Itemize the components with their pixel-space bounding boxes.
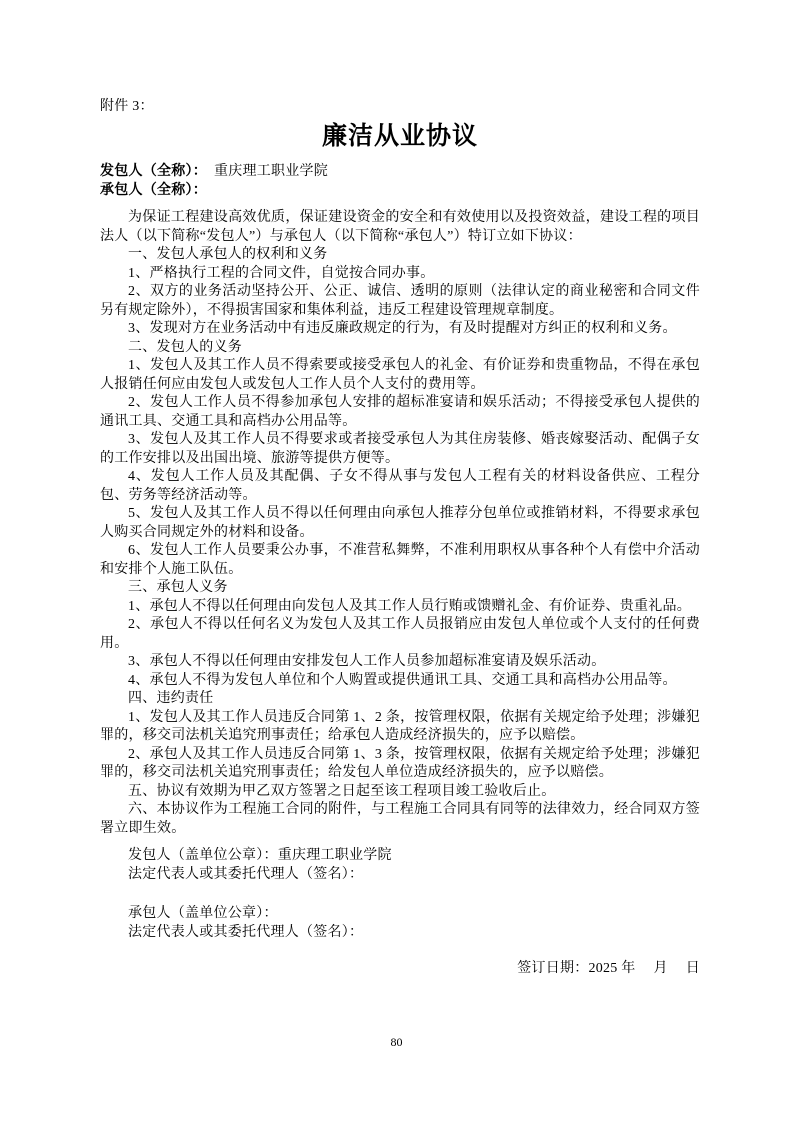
employer-sign-line: 法定代表人或其委托代理人（签名）： [128, 867, 364, 883]
paragraph: 1、发包人及其工作人员不得索要或接受承包人的礼金、有价证券和贵重物品，不得在承包人报销任何应由发包人或发包人工作人员个人支付的费用等。 [100, 358, 700, 392]
section-heading-5: 五、协议有效期为甲乙双方签署之日起至该工程项目竣工验收后止。 [128, 783, 556, 799]
page-title: 廉洁从业协议 [321, 123, 478, 150]
paragraph: 4、发包人工作人员及其配偶、子女不得从事与发包人工程有关的材料设备供应、工程分包、劳务等经济活动等。 [100, 469, 700, 503]
paragraph: 1、发包人及其工作人员违反合同第 1、2 条，按管理权限，依据有关规定给予处理；涉嫌犯罪的，移交司法机关追究刑事责任；给承包人造成经济损失的，应予以赔偿。 [100, 709, 700, 743]
parties-section [100, 162, 700, 200]
employer-line [100, 162, 700, 181]
paragraph: 3、发现对方在业务活动中有违反廉政规定的行为，有及时提醒对方纠正的权利和义务。 [128, 321, 677, 336]
employer-value: 重庆理工职业学院 [214, 164, 328, 179]
employer-label: 发包人（全称）： [100, 164, 207, 179]
paragraph: 5、发包人及其工作人员不得以任何理由向承包人推荐分包单位或推销材料，不得要求承包人购买合同规定外的材料和设备。 [100, 506, 700, 540]
contractor-label: 承包人（全称）： [100, 183, 207, 198]
paragraph: 1、严格执行工程的合同文件，自觉按合同办事。 [128, 265, 435, 281]
paragraph: 4、承包人不得为发包人单位和个人购置或提供通讯工具、交通工具和高档办公用品等。 [128, 672, 677, 688]
paragraph: 2、承包人不得以任何名义为发包人及其工作人员报销应由发包人单位或个人支付的任何费用。 [100, 617, 700, 651]
paragraph: 2、双方的业务活动坚持公开、公正、诚信、透明的原则（法律认定的商业秘密和合同文件另有规定除外），不得损害国家和集体利益，违反工程建设管理规章制度。 [100, 284, 700, 318]
employer-seal-line: 发包人（盖单位公章）：重庆理工职业学院 [128, 848, 392, 863]
signature-gap [100, 885, 700, 904]
paragraph: 6、发包人工作人员要秉公办事，不准营私舞弊，不准利用职权从事各种个人有偿中介活动和安排个人施工队伍。 [100, 543, 700, 577]
attachment-label: 附件 3： [100, 99, 154, 114]
signature-block [100, 846, 700, 942]
contractor-line [100, 181, 700, 200]
signing-date-line: 签订日期：2025 年 月 日 [517, 961, 700, 977]
paragraph: 2、承包人及其工作人员违反合同第 1、3 条，按管理权限，依据有关规定给予处理；涉嫌犯罪的，移交司法机关追究刑事责任；给发包人单位造成经济损失的，应予以赔偿。 [100, 746, 700, 780]
contractor-sign-line: 法定代表人或其委托代理人（签名）： [128, 925, 364, 941]
section-heading-3: 三、承包人义务 [128, 580, 228, 595]
section-heading-2: 二、发包人的义务 [128, 339, 242, 355]
contractor-seal-line: 承包人（盖单位公章）： [128, 905, 278, 921]
section-heading-4: 四、违约责任 [128, 691, 214, 706]
agreement-body [100, 209, 700, 838]
paragraph: 3、承包人不得以任何理由安排发包人工作人员参加超标准宴请及娱乐活动。 [128, 654, 606, 669]
paragraph: 3、发包人及其工作人员不得要求或者接受承包人为其住房装修、婚丧嫁娶活动、配偶子女的工作安排以及出国出境、旅游等提供方便等。 [100, 432, 700, 466]
section-heading-1: 一、发包人承包人的权利和义务 [128, 247, 328, 262]
page-number: 80 [390, 1035, 403, 1049]
section-heading-6: 六、本协议作为工程施工合同的附件，与工程施工合同具有同等的法律效力，经合同双方签署立即生效。 [100, 802, 700, 836]
paragraph: 1、承包人不得以任何理由向发包人及其工作人员行贿或馈赠礼金、有价证券、贵重礼品。 [128, 598, 691, 614]
paragraph: 2、发包人工作人员不得参加承包人安排的超标准宴请和娱乐活动；不得接受承包人提供的通讯工具、交通工具和高档办公用品等。 [100, 395, 700, 429]
paragraph-preamble: 为保证工程建设高效优质，保证建设资金的安全和有效使用以及投资效益，建设工程的项目法人（以下简称“发包人”）与承包人（以下简称“承包人”）特订立如下协议： [100, 210, 700, 244]
